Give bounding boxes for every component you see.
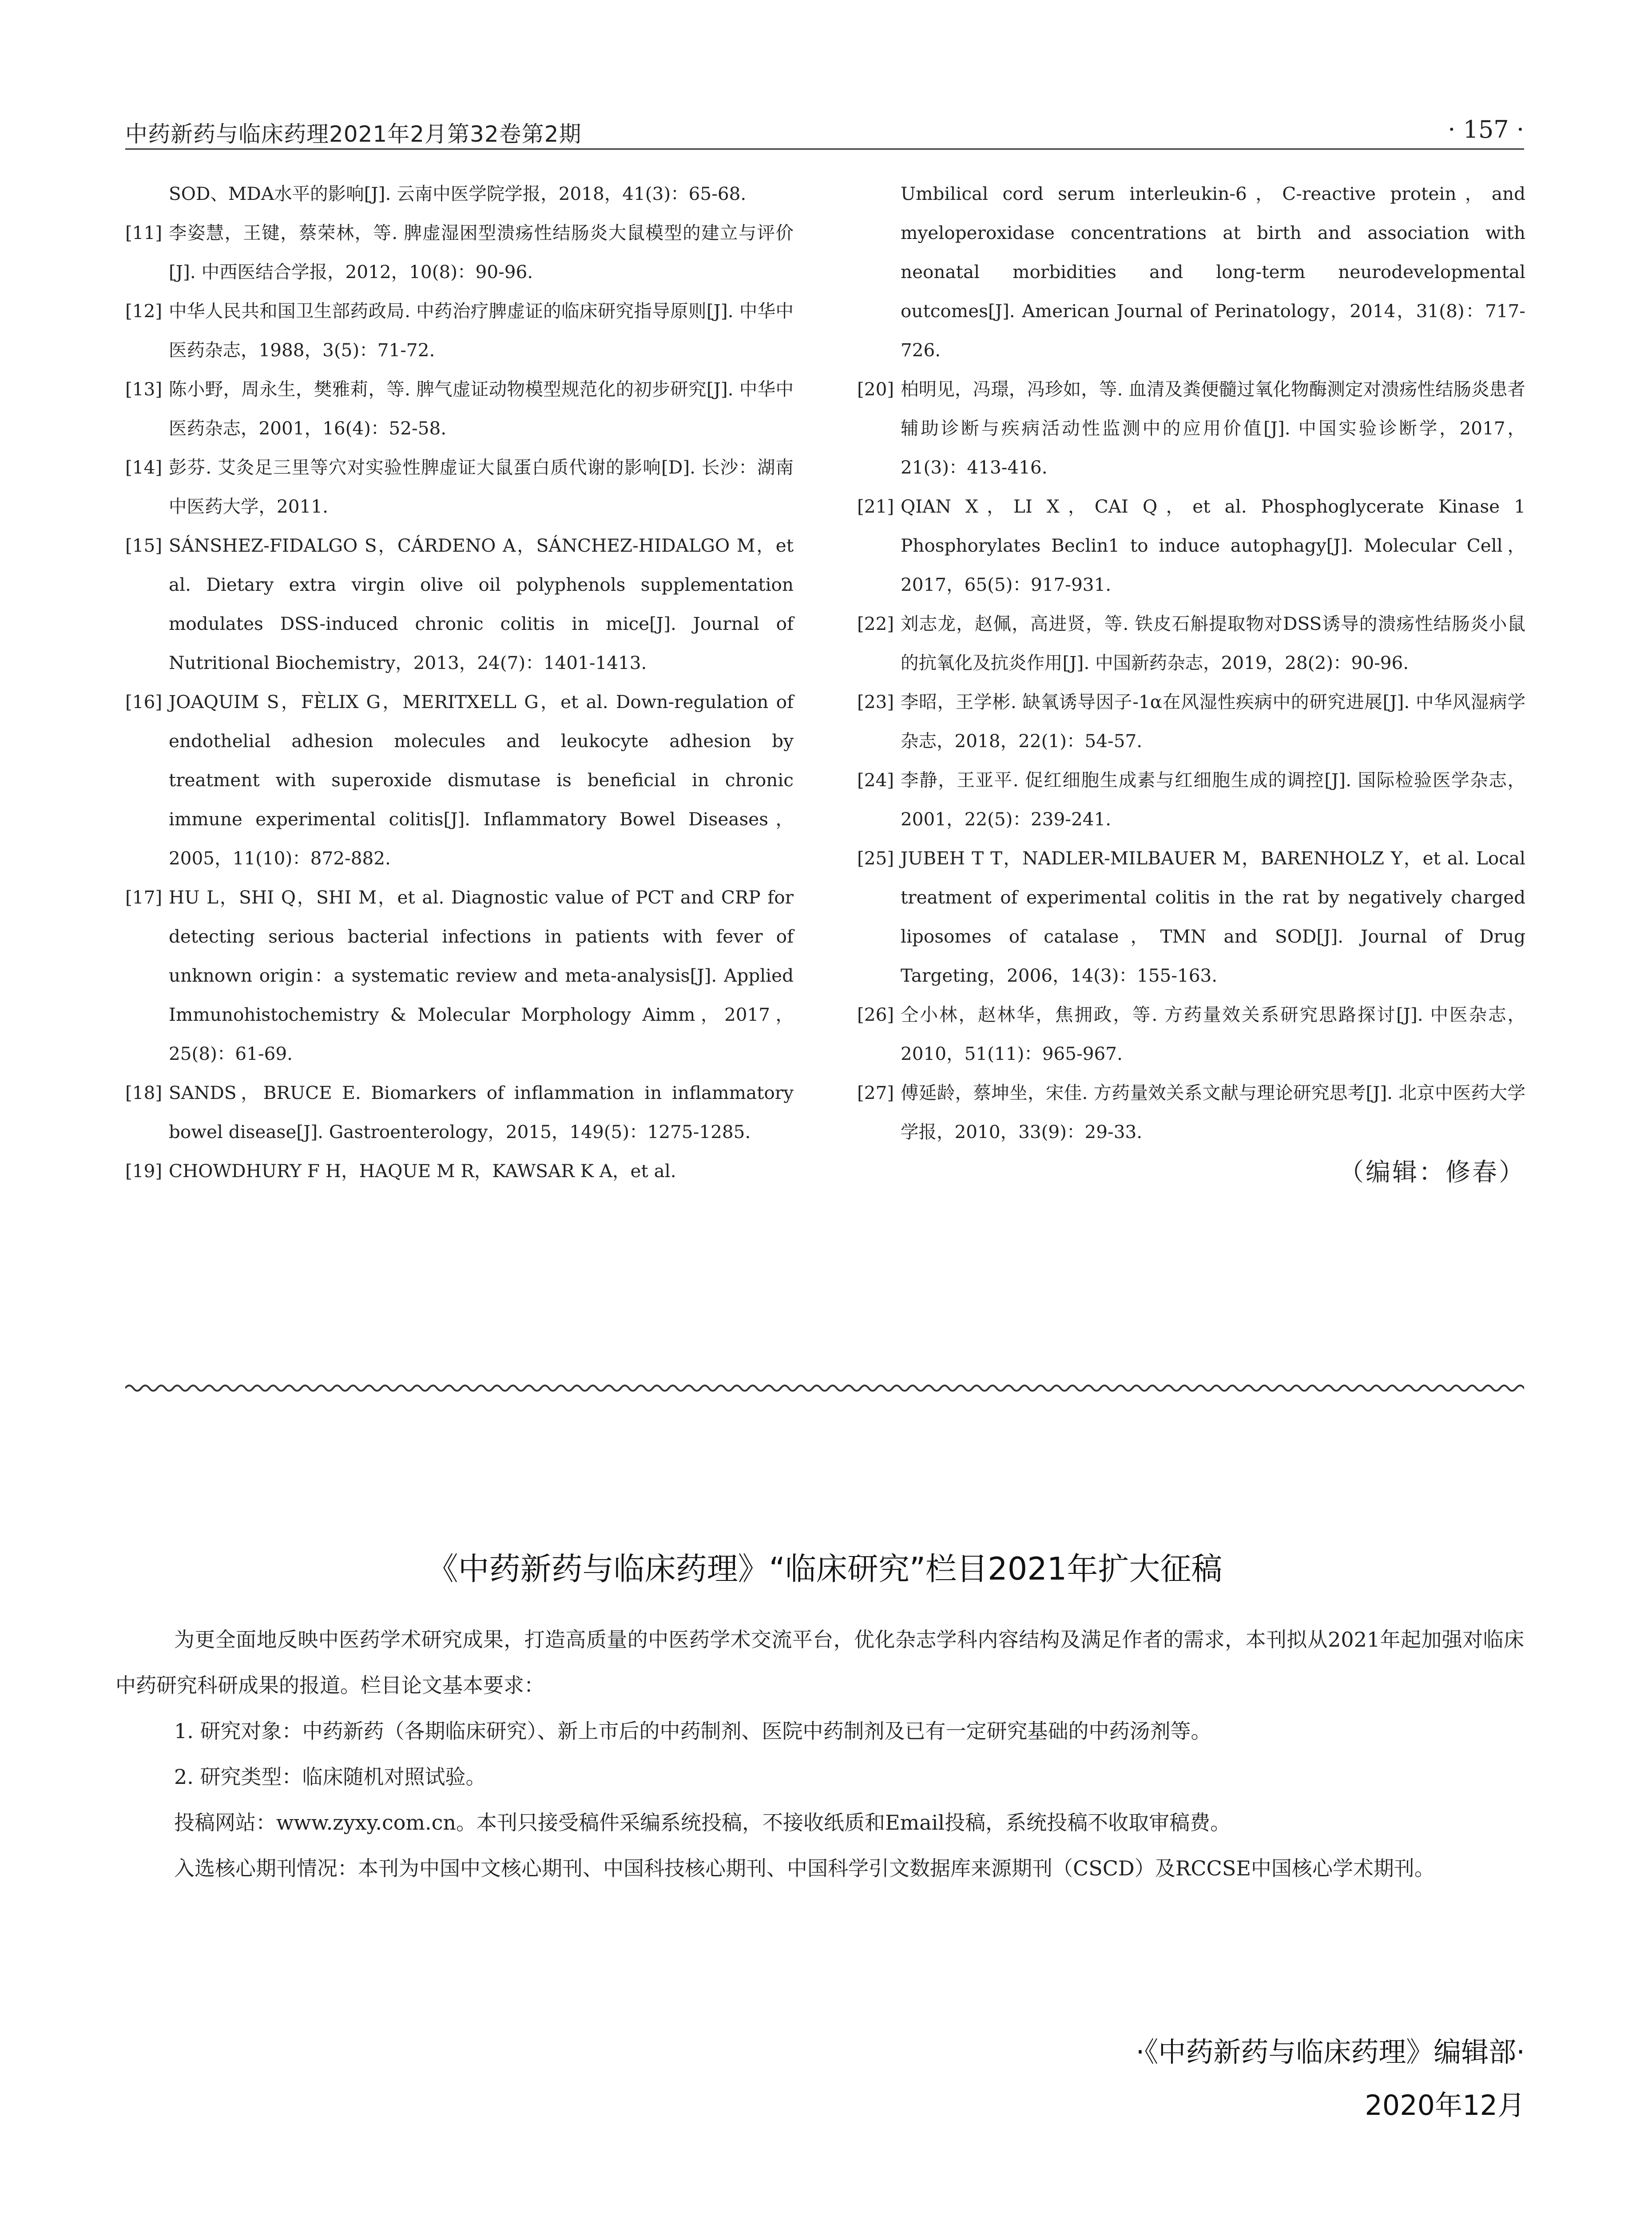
wavy-divider [125, 1381, 1524, 1395]
page-number: · 157 · [1448, 115, 1524, 143]
notice-title: 《中药新药与临床药理》“临床研究”栏目2021年扩大征稿 [427, 1551, 1223, 1587]
header-rule [125, 148, 1524, 150]
editorial-office: ·《中药新药与临床药理》编辑部· [1136, 2036, 1525, 2068]
notice-paragraph: 入选核心期刊情况：本刊为中国中文核心期刊、中国科技核心期刊、中国科学引文数据库来源期刊（CSCD）及RCCSE中国核心学术期刊。 [174, 1856, 1435, 1880]
reference-item: [22] 刘志龙，赵佩，高进贤，等. 铁皮石斛提取物对DSS诱导的溃疡性结肠炎小鼠的抗氧化及抗炎作用[J]. 中国新药杂志，2019，28(2)：90-96. [857, 613, 1525, 673]
notice-signature-block [1136, 2026, 1525, 2132]
notice-body [115, 1617, 1524, 1891]
reference-item: [12] 中华人民共和国卫生部药政局. 中药治疗脾虚证的临床研究指导原则[J]. 中华中医药杂志，1988，3(5)：71-72. [125, 300, 794, 361]
reference-item: [25] JUBEH T T，NADLER-MILBAUER M，BARENHOLZ Y，et al. Local treatment of experimental colitis in the rat by negatively charged liposomes of catalase，TMN and SOD[J]. Journal of Drug Targeting，2006，14(3)：155-163. [857, 848, 1525, 986]
reference-item: [18] SANDS，BRUCE E. Biomarkers of inflammation in inflammatory bowel disease[J]. Gastroenterology，2015，149(5)：1275-1285. [125, 1082, 794, 1142]
reference-item: [24] 李静，王亚平. 促红细胞生成素与红细胞生成的调控[J]. 国际检验医学杂志，2001，22(5)：239-241. [857, 769, 1525, 830]
reference-item: [14] 彭芬. 艾灸足三里等穴对实验性脾虚证大鼠蛋白质代谢的影响[D]. 长沙：湖南中医药大学，2011. [125, 457, 794, 517]
references-left-column [125, 174, 794, 1190]
references-right-column [857, 174, 1525, 1192]
reference-item: [21] QIAN X，LI X，CAI Q，et al. Phosphoglycerate Kinase 1 Phosphorylates Beclin1 to induce autophagy[J]. Molecular Cell，2017，65(5)：917-931. [857, 496, 1525, 595]
journal-issue: 中药新药与临床药理2021年2月第32卷第2期 [125, 121, 582, 147]
reference-item: [11] 李姿慧，王键，蔡荣林，等. 脾虚湿困型溃疡性结肠炎大鼠模型的建立与评价[J]. 中西医结合学报，2012，10(8)：90-96. [125, 222, 794, 283]
reference-item: [16] JOAQUIM S，FÈLIX G，MERITXELL G，et al. Down-regulation of endothelial adhesion molecules and leukocyte adhesion by treatment with superoxide dismutase is beneficial in chronic immune experimental colitis[J]. Inflammatory Bowel Diseases，2005，11(10)：872-882. [125, 691, 794, 869]
reference-item: [20] 柏明见，冯璟，冯珍如，等. 血清及粪便髓过氧化物酶测定对溃疡性结肠炎患者辅助诊断与疾病活动性监测中的应用价值[J]. 中国实验诊断学，2017，21(3)：413-416. [857, 378, 1525, 478]
notice-paragraph: 为更全面地反映中医药学术研究成果，打造高质量的中医药学术交流平台，优化杂志学科内容结构及满足作者的需求，本刊拟从2021年起加强对临床中药研究科研成果的报道。栏目论文基本要求： [115, 1628, 1524, 1697]
reference-item: Umbilical cord serum interleukin-6，C-reactive protein，and myeloperoxidase concentrations at birth and association with neonatal morbidities and long-term neurodevelopmental outcomes[J]. American Journal of Perinatology，2014，31(8)：717-726. [901, 183, 1525, 361]
notice-paragraph: 投稿网站：www.zyxy.com.cn。本刊只接受稿件采编系统投稿，不接收纸质和Email投稿，系统投稿不收取审稿费。 [174, 1811, 1231, 1835]
reference-item: [17] HU L，SHI Q，SHI M，et al. Diagnostic value of PCT and CRP for detecting serious bacterial infections in patients with fever of unknown origin：a systematic review and meta-analysis[J]. Applied Immunohistochemistry & Molecular Morphology Aimm，2017，25(8)：61-69. [125, 887, 794, 1064]
reference-item: [26] 仝小林，赵林华，焦拥政，等. 方药量效关系研究思路探讨[J]. 中医杂志，2010，51(11)：965-967. [857, 1004, 1525, 1064]
reference-item: [23] 李昭，王学彬. 缺氧诱导因子-1α在风湿性疾病中的研究进展[J]. 中华风湿病学杂志，2018，22(1)：54-57. [857, 691, 1525, 752]
notice-paragraph: 2. 研究类型：临床随机对照试验。 [174, 1765, 486, 1789]
reference-item: [15] SÁNSHEZ-FIDALGO S，CÁRDENO A，SÁNCHEZ-HIDALGO M，et al. Dietary extra virgin olive oil polyphenols supplementation modulates DSS-induced chronic colitis in mice[J]. Journal of Nutritional Biochemistry，2013，24(7)：1401-1413. [125, 535, 794, 673]
editor-credit: （编辑：修春） [1339, 1158, 1525, 1187]
notice-date: 2020年12月 [1365, 2089, 1525, 2121]
reference-item: [19] CHOWDHURY F H，HAQUE M R，KAWSAR K A，et al. [125, 1160, 676, 1182]
notice-paragraph: 1. 研究对象：中药新药（各期临床研究）、新上市后的中药制剂、医院中药制剂及已有一定研究基础的中药汤剂等。 [174, 1719, 1211, 1743]
reference-item: [13] 陈小野，周永生，樊雅莉，等. 脾气虚证动物模型规范化的初步研究[J]. 中华中医药杂志，2001，16(4)：52-58. [125, 378, 794, 439]
reference-item: SOD、MDA水平的影响[J]. 云南中医学院学报，2018，41(3)：65-68. [169, 183, 747, 204]
reference-item: [27] 傅延龄，蔡坤坐，宋佳. 方药量效关系文献与理论研究思考[J]. 北京中医药大学学报，2010，33(9)：29-33. [857, 1082, 1525, 1142]
page-header [125, 115, 1524, 150]
